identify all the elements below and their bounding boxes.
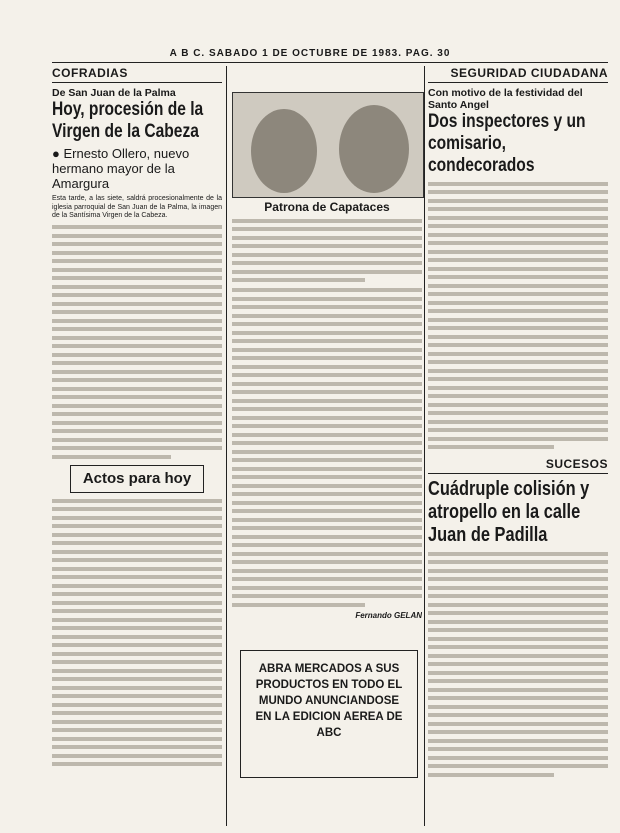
actos-list	[52, 499, 222, 767]
headline-virgen-cabeza: Hoy, procesión de la Virgen de la Cabeza	[52, 99, 204, 142]
subhead-ollero: ● Ernesto Ollero, nuevo hermano mayor de la Amargura	[52, 146, 190, 191]
section-rule-sucesos	[428, 473, 608, 474]
sucesos-body-text	[428, 552, 608, 777]
actos-box	[70, 465, 204, 493]
abc-ad-box	[240, 650, 418, 778]
portrait-right	[339, 105, 409, 193]
ad-text: ABRA MERCADOS A SUS PRODUCTOS EN TODO EL MUNDO ANUNCIANDOSE EN LA EDICION AEREA DE ABC	[255, 663, 403, 739]
kicker-san-juan: De San Juan de la Palma	[52, 87, 176, 99]
byline-gelan: Fernando GELAN	[355, 611, 422, 620]
headline-inspectores: Dos inspectores y un comisario, condecorados	[428, 111, 586, 176]
section-cofradias: COFRADIAS	[52, 66, 128, 80]
lead-paragraph: Esta tarde, a las siete, saldrá procesionalmente de la iglesia parroquial de San Juan de la Palma, la imagen de la Santísima Virgen de la Cabeza.	[52, 195, 222, 219]
section-rule-right	[428, 82, 608, 83]
seguridad-body-text	[428, 182, 608, 450]
header-rule	[52, 62, 608, 63]
seguridad-column	[428, 66, 608, 826]
photo-two-portraits	[232, 92, 424, 198]
actos-title: Actos para hoy	[82, 469, 192, 487]
section-sucesos: SUCESOS	[545, 457, 608, 471]
kicker-santo-angel: Con motivo de la festividad del Santo Angel	[428, 87, 583, 111]
column-divider-right	[424, 66, 425, 826]
caption-text	[232, 219, 422, 283]
capataces-column	[232, 200, 422, 640]
running-head: A B C. SABADO 1 DE OCTUBRE DE 1983. PAG. 30	[169, 48, 451, 59]
body-text-block	[52, 225, 222, 459]
headline-colision: Cuádruple colisión y atropello en la calle Juan de Padilla	[428, 478, 590, 546]
photo-caption: Patrona de Capataces	[264, 200, 390, 214]
middle-body-text	[232, 288, 422, 607]
section-seguridad: SEGURIDAD CIUDADANA	[450, 66, 608, 80]
cofradias-column	[52, 66, 222, 826]
section-rule	[52, 82, 222, 83]
column-divider-left	[226, 66, 227, 826]
portrait-left	[251, 109, 317, 193]
